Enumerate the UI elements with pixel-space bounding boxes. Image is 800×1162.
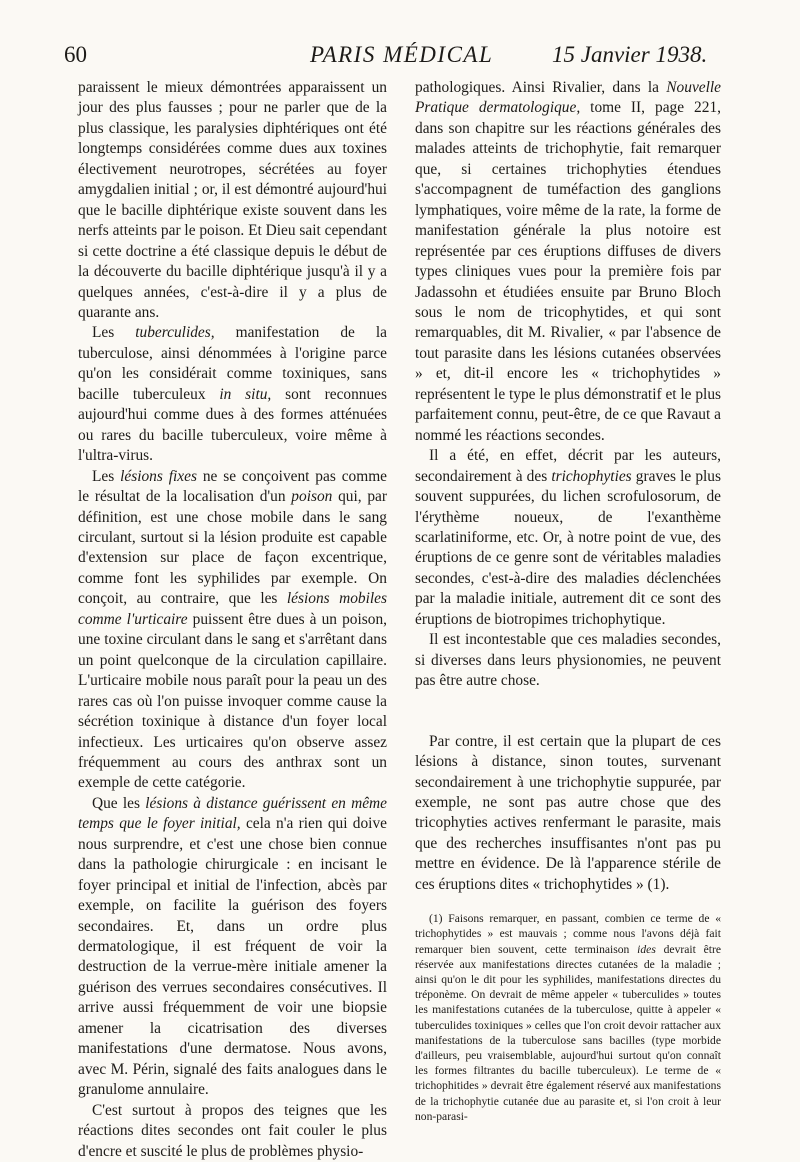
paragraph: C'est surtout à propos des teignes que les réactions dites secondes ont fait couler le plus d'encre et suscité le plus de problèmes physio- <box>78 1101 387 1160</box>
journal-title: PARIS MÉDICAL <box>310 42 494 67</box>
paragraph: Les tuberculides, manifestation de la tuberculose, ainsi dénommées à l'origine parce qu'on les considérait comme toxiniques, sans bacille tuberculeux in situ, sont reconnues aujourd'hui comme dues à des formes atténuées ou rares du bacille tuberculeux, voire même à l'ultra-virus. <box>78 324 387 465</box>
paragraph: paraissent le mieux démontrées apparaissent un jour des plus fausses ; pour ne parler que de la plus classique, les paralysies diphtériques ont été longtemps considérées comme dues aux toxines électivement neurotropes, sécrétées au foyer amygdalien initial ; or, il est démontré aujourd'hui que le bacille diphtérique existe souvent dans les nerfs atteints par le poison. Et Dieu sait cependant si cette doctrine a été classique depuis le début de la découverte du bacille diphtérique jusqu'à il y a quelques années, c'est-à-dire il y a plus de quarante ans. <box>78 79 388 321</box>
issue-date: 15 Janvier 1938. <box>552 42 708 67</box>
left-column <box>78 78 387 1162</box>
page-header <box>0 40 800 80</box>
paragraph: Par contre, il est certain que la plupart de ces lésions à distance, sinon toutes, survenant secondairement à une trichophytie suppurée, par exemple, ne sont pas autre chose que des tricophyties actives renfermant le parasite, mais que des recherches insuffisantes n'ont pas pu mettre en évidence. De là l'apparence stérile de ces éruptions dites « trichophytides » (1). <box>415 732 721 893</box>
paragraph: Les lésions fixes ne se conçoivent pas comme le résultat de la localisation d'un poison qui, par définition, est une chose mobile dans le sang circulant, surtout si la lésion produite est capable d'extension sur place de façon excentrique, comme font les syphilides par exemple. On conçoit, au contraire, que les lésions mobiles comme l'urticaire puissent être dues à un poison, une toxine circulant dans le sang et s'arrêtant dans un point quelconque de la circulation capillaire. L'urticaire mobile nous paraît pour la peau un des rares cas où l'on puisse invoquer comme cause la sécrétion toxinique à distance d'un foyer local infectieux. Les urticaires qu'on observe assez fréquemment au cours des anthrax sont un exemple de cette catégorie. <box>78 467 387 792</box>
footnote: (1) Faisons remarquer, en passant, combien ce terme de « trichophytides » est mauvais ; comme nous l'avons déjà fait remarquer bien souvent, cette terminaison ides devrait être réservée aux manifestations directes cutanées de la maladie ; ainsi qu'on le dit pour les syphilides, manifestations directes du tréponème. On devrait de même appeler « tuberculides » toutes les manifestations cutanées de la tuberculose, quitte à appeler « tuberculides toxiniques » celles que l'on croit devoir rattacher aux manifestations de la tuberculose sans bacilles (type morbide d'ailleurs, peu vraisemblable, aujourd'hui surtout qu'on connaît les formes filtrantes du bacille tuberculeux). Le terme de « trichophitides » devrait être également réservé aux manifestations de la trichophytie cutanée due au parasite et, si l'on croit à leur non-parasi- <box>415 912 721 1123</box>
paragraph: pathologiques. Ainsi Rivalier, dans la Nouvelle Pratique dermatologique, tome II, page 221, dans son chapitre sur les réactions générales des malades atteints de trichophytie, fait remarquer que, si certaines trichophyties étendues s'accompagnent de tuméfaction des ganglions lymphatiques, voire même de la rate, la forme de manifestation générale la plus notoire est représentée par ces éruptions diffuses de divers types cliniques vues pour la première fois par Jadassohn et étudiées ensuite par Bruno Bloch sous le nom de tricophytides, et qui sont remarquables, dit M. Rivalier, « par l'absence de tout parasite dans les lésions cutanées observées » et, dit-il encore les « trichophytides » représentent le type le plus démonstratif et le plus parfaitement connu, peut-être, de ce que Ravaut a nommé les réactions secondes. <box>415 79 722 444</box>
page-number: 60 <box>64 42 87 67</box>
right-column <box>415 78 721 1124</box>
paragraph: Que les lésions à distance guérissent en même temps que le foyer initial, cela n'a rien qui doive nous surprendre, et c'est une chose bien connue dans la pathologie chirurgicale : en incisant le foyer principal et initial de l'infection, abcès par exemple, on facilite la guérison des foyers secondaires. Et, dans un ordre plus dermatologique, il est fréquent de voir la destruction de la verrue-mère initiale amener la guérison des verrues secondaires consécutives. Il arrive aussi fréquemment de voir une biopsie amener la cicatrisation des diverses manifestations d'une dermatose. Nous avons, avec M. Périn, signalé des faits analogues dans le granulome annulaire. <box>78 794 387 1099</box>
paragraph: Il a été, en effet, décrit par les auteurs, secondairement à des trichophyties graves le plus souvent suppurées, du lichen scrofulosorum, de l'érythème noueux, de l'exanthème scarlatiniforme, etc. Or, à notre point de vue, des éruptions de ce genre sont de véritables maladies secondes, c'est-à-dire des maladies déclenchées par la maladie initiale, autrement dit ce sont des éruptions de biotropimes trichophytique. <box>415 447 721 628</box>
paragraph: Il est incontestable que ces maladies secondes, si diverses dans leurs physionomies, ne peuvent pas être autre chose. <box>415 631 721 690</box>
